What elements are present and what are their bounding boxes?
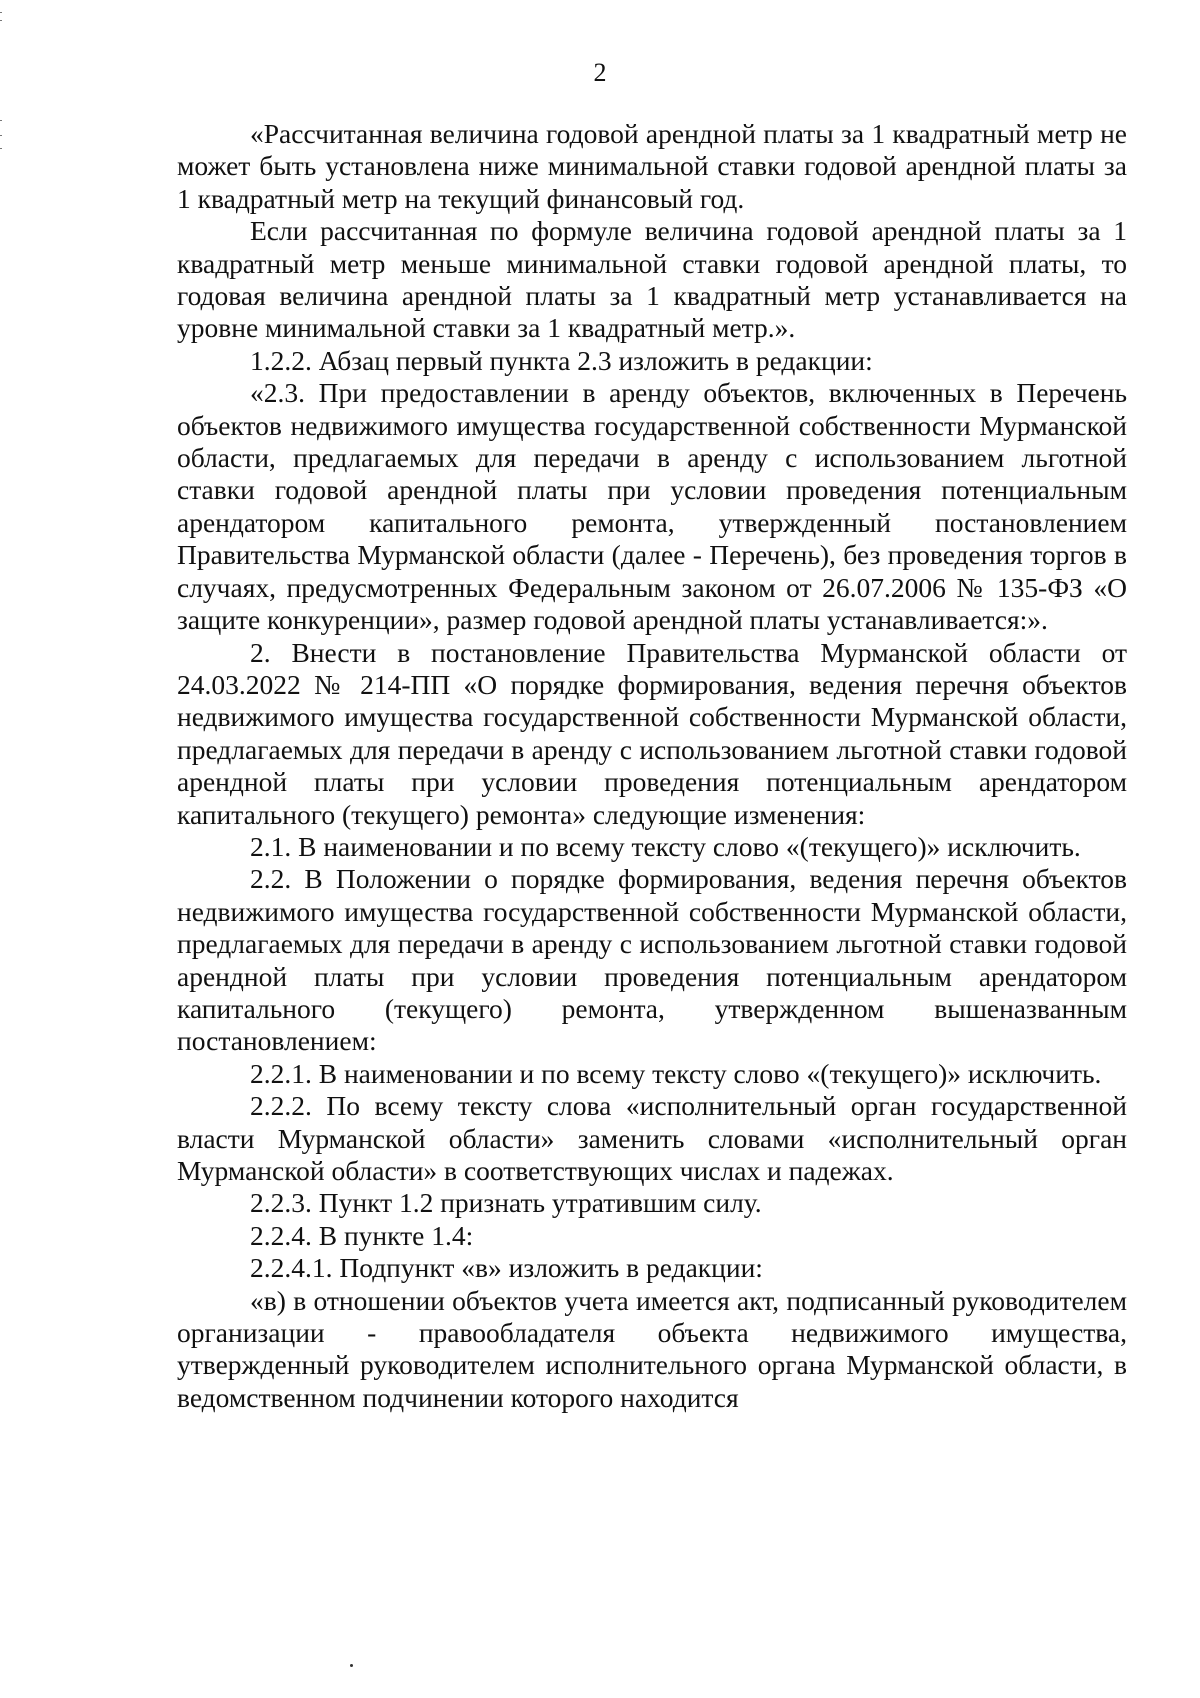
paragraph: 2.2.2. По всему тексту слова «исполнительный орган государственной власти Мурманской области» заменить словами «исполнительный орган Мурманской области» в соответствующих числах и падежах. <box>177 1090 1127 1186</box>
paragraph: «Рассчитанная величина годовой арендной платы за 1 квадратный метр не может быть установлена ниже минимальной ставки годовой арендной платы за 1 квадратный метр на текущий финансовый год. <box>177 118 1127 214</box>
scan-artifact-dot <box>350 1664 353 1667</box>
paragraph: 2.2.1. В наименовании и по всему тексту слово «(текущего)» исключить. <box>250 1057 1102 1089</box>
paragraph: 2. Внести в постановление Правительства Мурманской области от 24.03.2022 № 214-ПП «О порядке формирования, ведения перечня объектов недвижимого имущества государственной собственности Мурманской области, предлагаемых для передачи в аренду с использованием льготной ставки годовой арендной платы при условии проведения потенциальным арендатором капитального (текущего) ремонта» следующие изменения: <box>177 636 1127 830</box>
paragraph: 2.2. В Положении о порядке формирования, ведения перечня объектов недвижимого имущества государственной собственности Мурманской области, предлагаемых для передачи в аренду с использованием льготной ставки годовой арендной платы при условии проведения потенциальным арендатором капитального (текущего) ремонта, утвержденном вышеназванным постановлением: <box>177 863 1127 1057</box>
paragraph: 2.2.3. Пункт 1.2 признать утратившим силу. <box>250 1187 762 1219</box>
paragraph: 2.2.4.1. Подпункт «в» изложить в редакции: <box>250 1252 763 1284</box>
scan-edge-marks <box>0 0 4 180</box>
paragraph: «в) в отношении объектов учета имеется акт, подписанный руководителем организации - правообладателя объекта недвижимого имущества, утвержденный руководителем исполнительного органа Мурманской области, в ведомственном подчинении которого находится <box>177 1284 1127 1413</box>
paragraph: 2.1. В наименовании и по всему тексту слово «(текущего)» исключить. <box>250 830 1081 862</box>
paragraph: «2.3. При предоставлении в аренду объектов, включенных в Перечень объектов недвижимого имущества государственной собственности Мурманской области, предлагаемых для передачи в аренду с использованием льготной ставки годовой арендной платы при условии проведения потенциальным арендатором капитального ремонта, утвержденный постановлением Правительства Мурманской области (далее - Перечень), без проведения торгов в случаях, предусмотренных Федеральным законом от 26.07.2006 № 135-ФЗ «О защите конкуренции», размер годовой арендной платы устанавливается:». <box>177 377 1127 636</box>
paragraph: Если рассчитанная по формуле величина годовой арендной платы за 1 квадратный метр меньше минимальной ставки годовой арендной платы, то годовая величина арендной платы за 1 квадратный метр устанавливается на уровне минимальной ставки за 1 квадратный метр.». <box>177 215 1127 344</box>
paragraph: 2.2.4. В пункте 1.4: <box>250 1219 474 1251</box>
paragraph: 1.2.2. Абзац первый пункта 2.3 изложить в редакции: <box>250 344 873 376</box>
page-number: 2 <box>593 58 607 87</box>
document-body <box>177 118 1127 1414</box>
